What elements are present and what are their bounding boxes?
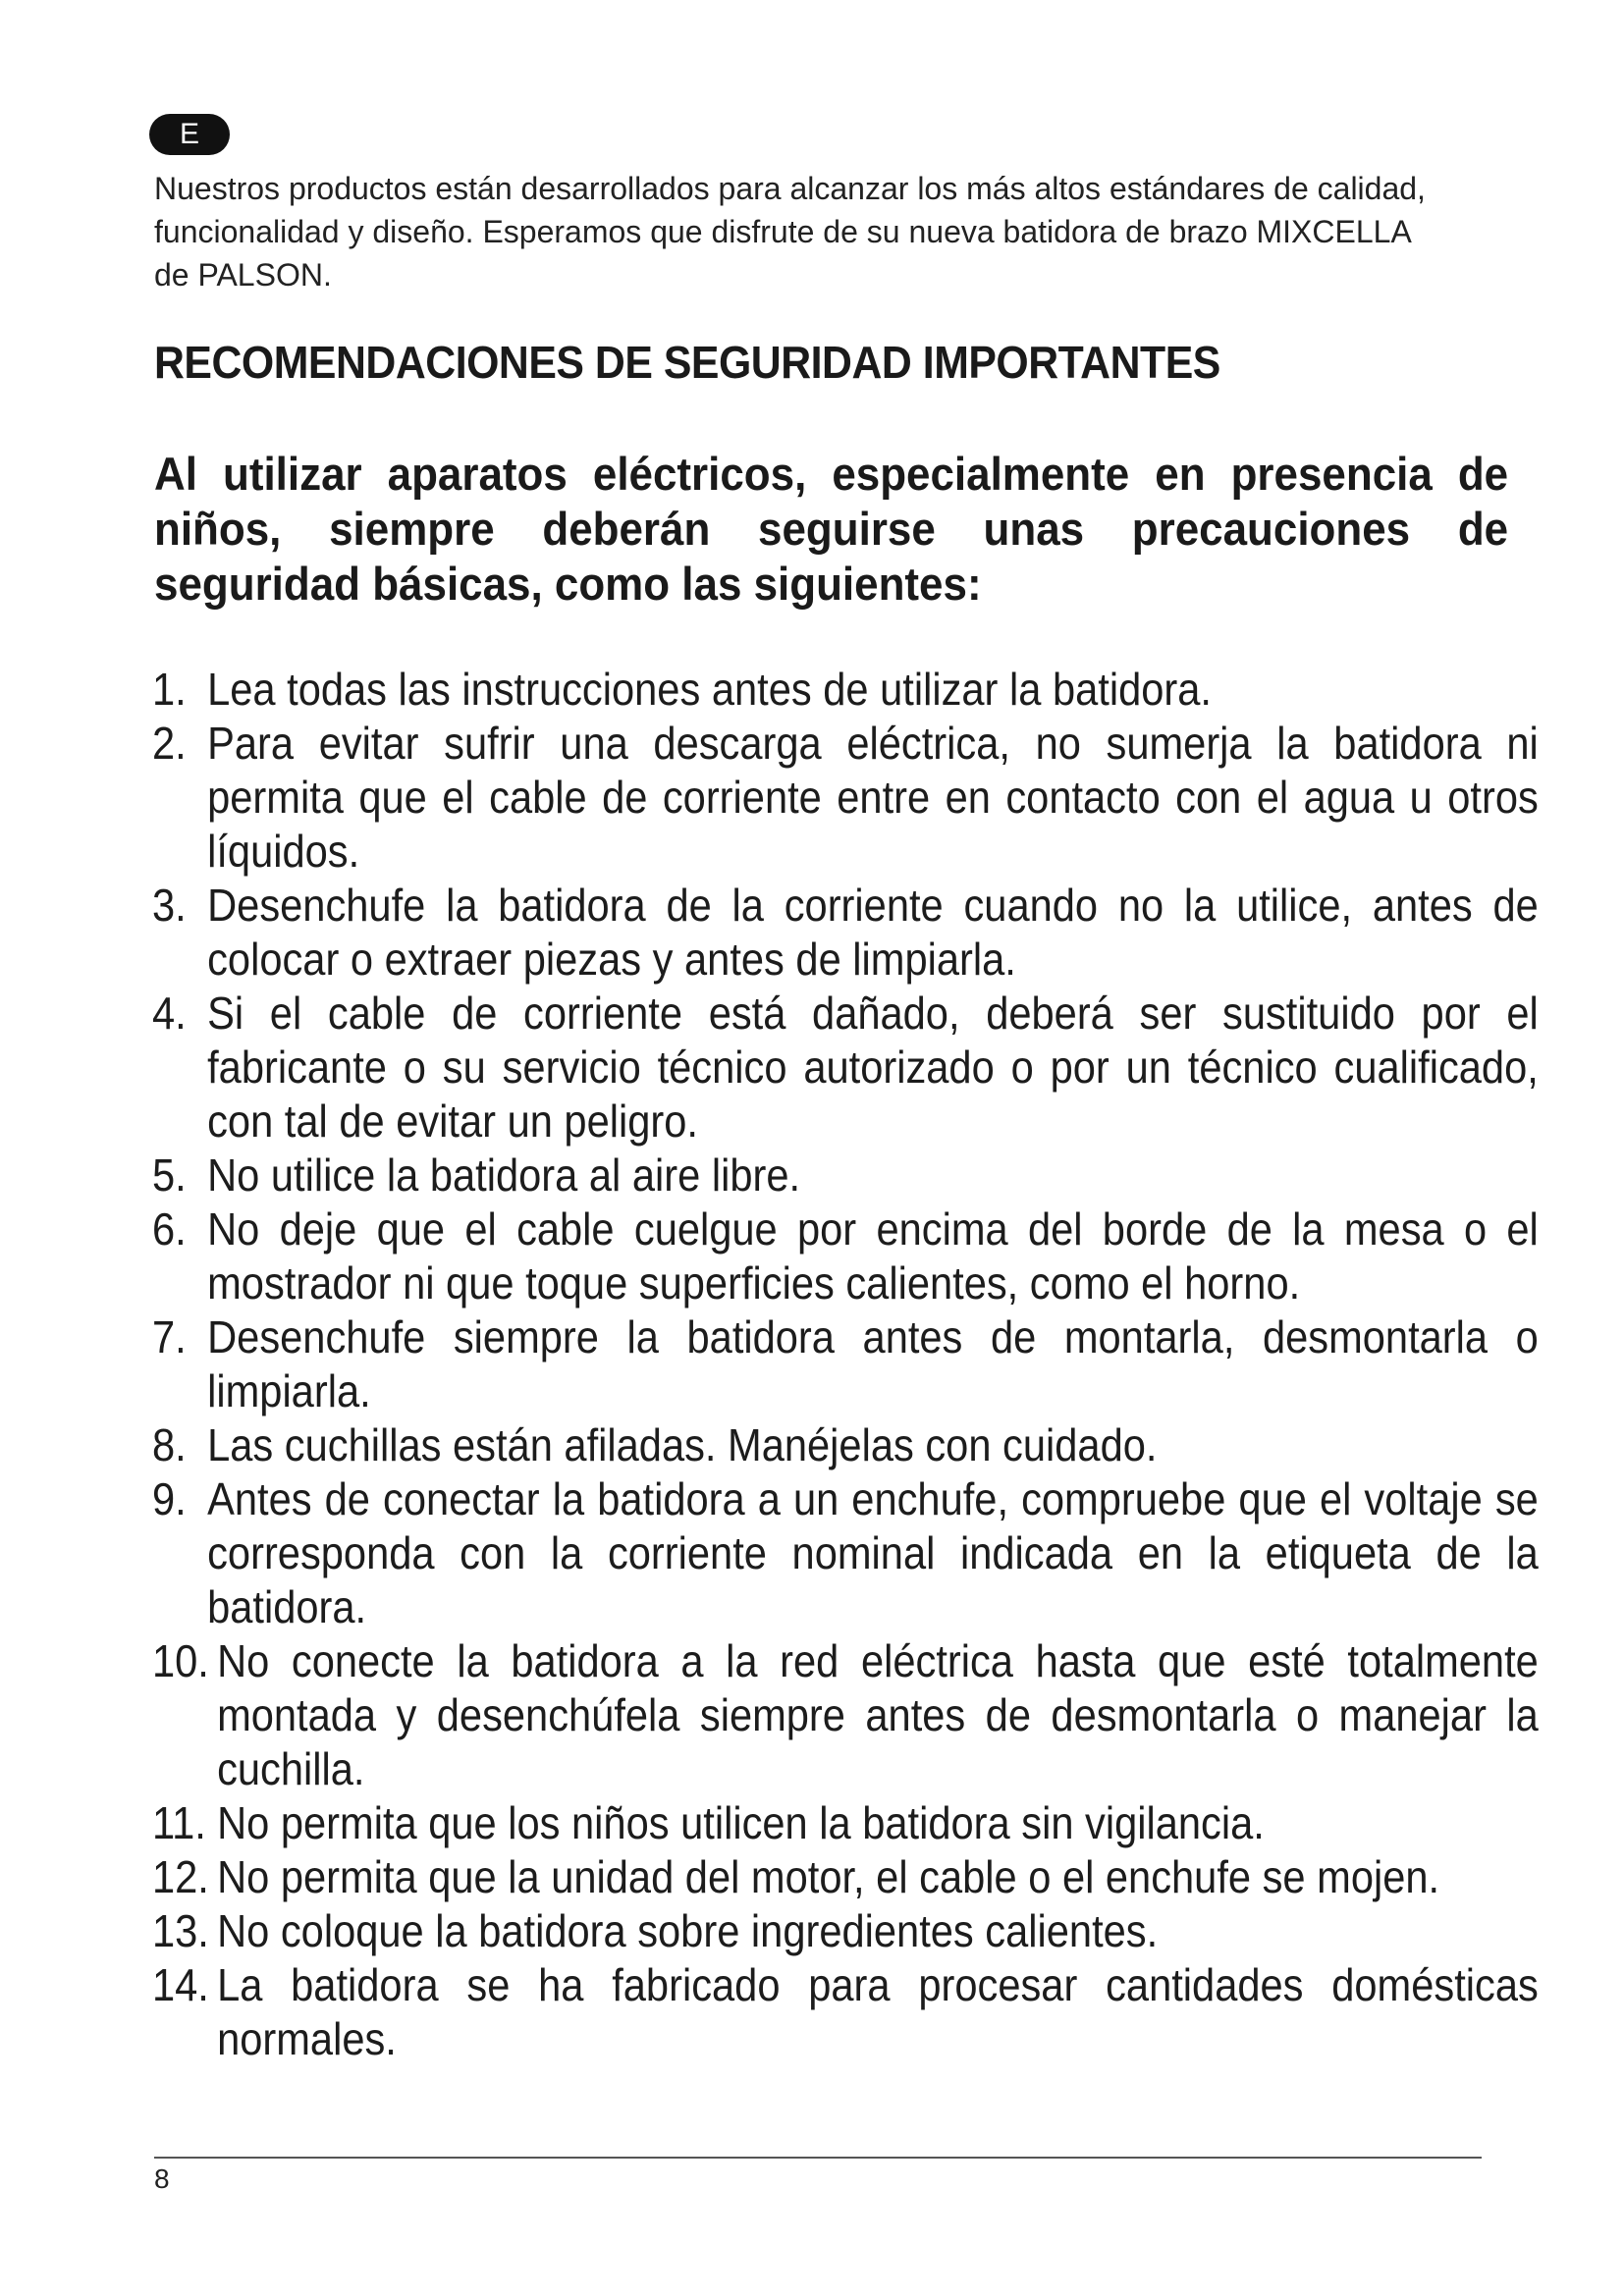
list-item (152, 717, 1539, 879)
item-text: La batidora se ha fabricado para procesar cantidades domésticas normales. (217, 1959, 1539, 2064)
item-text: No permita que los niños utilicen la batidora sin vigilancia. (217, 1797, 1265, 1848)
item-number: 4. (152, 988, 187, 1039)
list-item (152, 879, 1539, 987)
safety-list (152, 663, 1539, 2066)
item-text: No conecte la batidora a la red eléctrica hasta que esté totalmente montada y desenchúfela siempre antes de desmontarla o manejar la cuchilla. (217, 1635, 1539, 1794)
footer-divider (154, 2157, 1482, 2159)
list-item (152, 1310, 1539, 1418)
item-text: Para evitar sufrir una descarga eléctrica, no sumerja la batidora ni permita que el cable de corriente entre en contacto con el agua u otros líquidos. (207, 718, 1539, 877)
list-item (152, 1958, 1539, 2066)
item-number: 2. (152, 718, 187, 769)
list-item (152, 1418, 1539, 1472)
item-number: 9. (152, 1473, 187, 1524)
item-number: 5. (152, 1149, 187, 1201)
item-number: 7. (152, 1311, 187, 1362)
item-number: 11. (152, 1797, 206, 1848)
intro-paragraph: Nuestros productos están desarrollados para alcanzar los más altos estándares de calidad, funcionalidad y diseño. Esperamos que disfrute de su nueva batidora de brazo MIXCELLA de PALSON. (154, 171, 1426, 293)
item-text: No coloque la batidora sobre ingredientes calientes. (217, 1905, 1159, 1956)
item-text: Lea todas las instrucciones antes de utilizar la batidora. (207, 664, 1212, 715)
item-text: Las cuchillas están afiladas. Manéjelas con cuidado. (207, 1419, 1158, 1470)
list-item (152, 1796, 1539, 1850)
item-number: 6. (152, 1203, 187, 1255)
language-badge: E (149, 114, 230, 155)
item-number: 8. (152, 1419, 187, 1470)
item-text: Si el cable de corriente está dañado, deberá ser sustituido por el fabricante o su servicio técnico autorizado o por un técnico cualificado, con tal de evitar un peligro. (207, 988, 1539, 1147)
item-text: Desenchufe la batidora de la corriente cuando no la utilice, antes de colocar o extraer piezas y antes de limpiarla. (207, 880, 1539, 985)
item-text: Desenchufe siempre la batidora antes de montarla, desmontarla o limpiarla. (207, 1311, 1539, 1416)
lead-paragraph: Al utilizar aparatos eléctricos, especialmente en presencia de niños, siempre deberán seguirse unas precauciones de seguridad básicas, como las siguientes: (154, 448, 1509, 610)
item-text: No deje que el cable cuelgue por encima del borde de la mesa o el mostrador ni que toque superficies calientes, como el horno. (207, 1203, 1539, 1308)
list-item (152, 1202, 1539, 1310)
item-number: 13. (152, 1905, 209, 1956)
item-text: No utilice la batidora al aire libre. (207, 1149, 801, 1201)
item-number: 3. (152, 880, 187, 931)
item-number: 10. (152, 1635, 209, 1686)
list-item (152, 987, 1539, 1148)
item-number: 12. (152, 1851, 209, 1902)
item-text: No permita que la unidad del motor, el cable o el enchufe se mojen. (217, 1851, 1440, 1902)
list-item (152, 663, 1539, 717)
list-item (152, 1904, 1539, 1958)
item-number: 1. (152, 664, 187, 715)
page-number: 8 (154, 2163, 170, 2194)
list-item (152, 1850, 1539, 1904)
list-item (152, 1148, 1539, 1202)
list-item (152, 1472, 1539, 1634)
list-item (152, 1634, 1539, 1796)
item-text: Antes de conectar la batidora a un enchufe, compruebe que el voltaje se corresponda con la corriente nominal indicada en la etiqueta de la batidora. (207, 1473, 1539, 1632)
item-number: 14. (152, 1959, 209, 2010)
section-heading: RECOMENDACIONES DE SEGURIDAD IMPORTANTES (154, 337, 1220, 388)
